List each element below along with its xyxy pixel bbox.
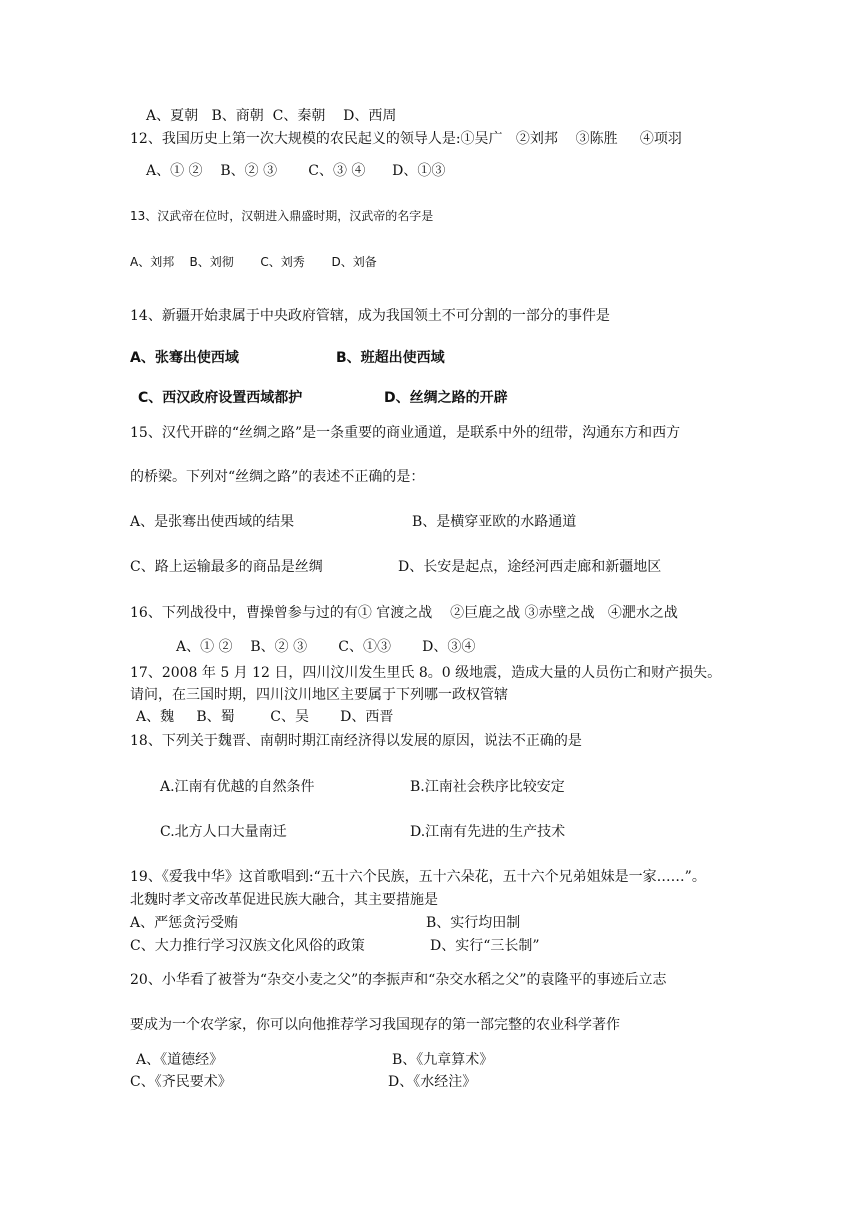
q14-question: 14、新疆开始隶属于中央政府管辖，成为我国领土不可分割的一部分的事件是 (130, 308, 610, 324)
q14-option-b: B、班超出使西域 (336, 350, 445, 366)
q14-option-d: D、丝绸之路的开辟 (384, 390, 508, 406)
q18-question: 18、下列关于魏晋、南朝时期江南经济得以发展的原因，说法不正确的是 (130, 733, 582, 749)
q20-question-line1: 20、小华看了被誉为“杂交小麦之父”的李振声和“杂交水稻之父”的袁隆平的事迹后立志 (130, 972, 667, 988)
q17-options: A、魏 B、蜀 C、吴 D、西晋 (136, 709, 394, 725)
q20-option-a: A、《道德经》 (136, 1052, 224, 1068)
q13-question: 13、汉武帝在位时，汉朝进入鼎盛时期，汉武帝的名字是 (130, 209, 434, 223)
q18-option-d: D.江南有先进的生产技术 (410, 824, 566, 840)
q15-option-a: A、是张骞出使西域的结果 (130, 514, 295, 530)
q20-option-d: D、《水经注》 (388, 1074, 477, 1090)
q13-options: A、刘邦 B、刘彻 C、刘秀 D、刘备 (130, 255, 377, 269)
q18-option-b: B.江南社会秩序比较安定 (410, 779, 565, 795)
q12-question: 12、我国历史上第一次大规模的农民起义的领导人是:①吴广 ②刘邦 ③陈胜 ④项羽 (130, 131, 682, 147)
q15-question-line1: 15、汉代开辟的“丝绸之路”是一条重要的商业通道，是联系中外的纽带，沟通东方和西方 (130, 425, 681, 441)
q19-option-c: C、大力推行学习汉族文化风俗的政策 (130, 938, 365, 954)
q15-question-line2: 的桥梁。下列对“丝绸之路”的表述不正确的是： (130, 469, 425, 485)
q19-option-a: A、严惩贪污受贿 (130, 915, 239, 931)
q15-option-b: B、是横穿亚欧的水路通道 (412, 514, 577, 530)
q19-option-d: D、实行“三长制” (430, 938, 540, 954)
q19-question-line2: 北魏时孝文帝改革促进民族大融合，其主要措施是 (130, 892, 438, 908)
q17-question-line1: 17、2008 年 5 月 12 日，四川汶川发生里氏 8。0 级地震，造成大量的人员伤亡和财产损失。 (130, 665, 722, 681)
q19-question-line1: 19、《爱我中华》这首歌唱到:“五十六个民族，五十六朵花，五十六个兄弟姐妹是一家……”。 (130, 869, 706, 885)
q12-options: A、① ② B、② ③ C、③ ④ D、①③ (146, 163, 446, 179)
q14-option-a: A、张骞出使西域 (130, 350, 239, 366)
q20-option-c: C、《齐民要术》 (130, 1074, 232, 1090)
q20-question-line2: 要成为一个农学家，你可以向他推荐学习我国现存的第一部完整的农业科学著作 (130, 1017, 620, 1033)
q20-option-b: B、《九章算术》 (392, 1052, 494, 1068)
q16-options: A、① ② B、② ③ C、①③ D、③④ (176, 639, 476, 655)
q14-option-c: C、西汉政府设置西域都护 (138, 390, 303, 406)
q18-option-a: A.江南有优越的自然条件 (160, 779, 315, 795)
q16-question: 16、下列战役中，曹操曾参与过的有① 官渡之战 ②巨鹿之战 ③赤壁之战 ④淝水之战 (130, 605, 678, 621)
q17-question-line2: 请问，在三国时期，四川汶川地区主要属于下列哪一政权管辖 (130, 687, 508, 703)
q15-option-c: C、路上运输最多的商品是丝绸 (130, 559, 323, 575)
q15-option-d: D、长安是起点，途经河西走廊和新疆地区 (398, 559, 662, 575)
q19-option-b: B、实行均田制 (426, 915, 521, 931)
q18-option-c: C.北方人口大量南迁 (160, 824, 287, 840)
q11-options: A、夏朝 B、商朝 C、秦朝 D、西周 (146, 108, 397, 124)
